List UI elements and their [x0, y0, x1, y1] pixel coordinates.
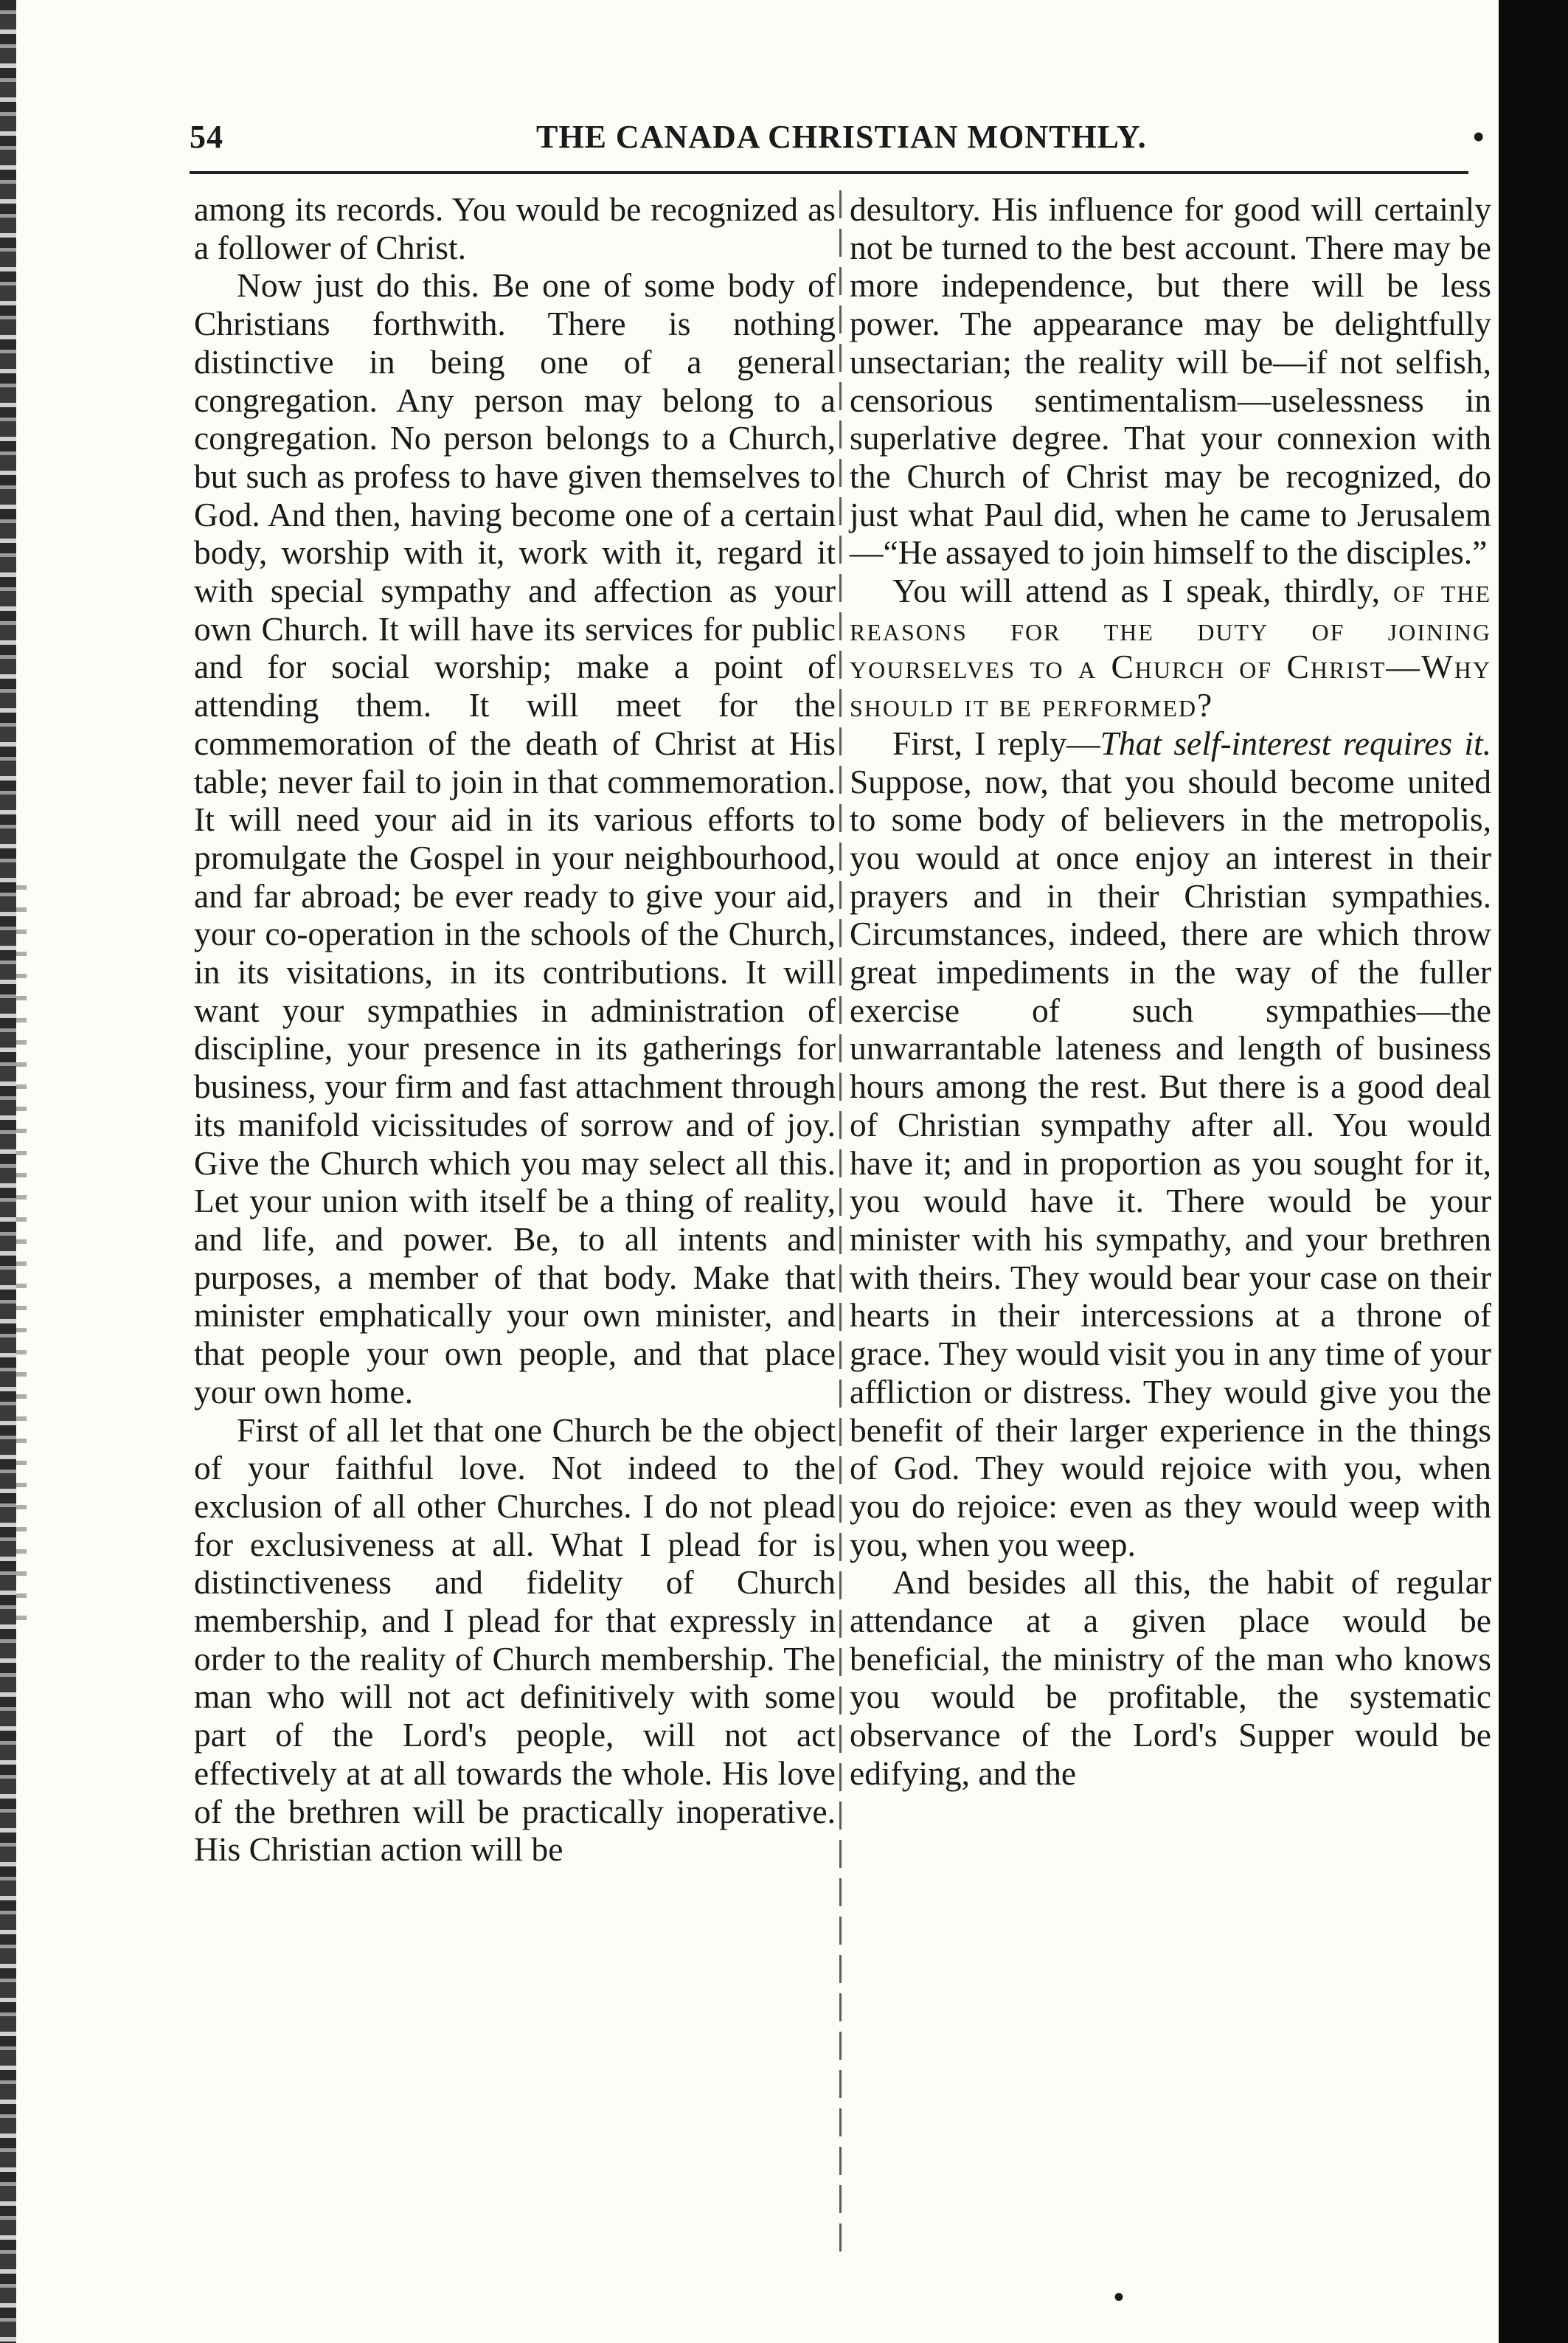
binding-shadow: [16, 885, 27, 1623]
section-question: of the reasons for the duty of joining yourselves to a Church of Christ—Why should it be performed?: [850, 572, 1491, 724]
paragraph: [850, 572, 1491, 724]
binding-edge-left: [0, 0, 16, 2343]
paragraph-lead: First, I reply—: [892, 724, 1100, 762]
paragraph: And besides all this, the habit of regular attendance at a given place would be beneficial, the ministry of the man who knows you would be profitable, the systematic observance of the Lord's Supper would be edifying, and the: [850, 1563, 1491, 1792]
page-header: [190, 118, 1485, 162]
paragraph: among its records. You would be recognized as a follower of Christ.: [194, 190, 836, 266]
paragraph: desultory. His influence for good will certainly not be turned to the best account. There may be more independence, but there will be less power. The appearance may be delightfully unsectarian; the reality will be—if not selfish, censorious sentimentalism—uselessness in superlative degree. That your connexion with the Church of Christ may be recognized, do just what Paul did, when he came to Jerusalem—“He assayed to join himself to the disciples.”: [850, 190, 1491, 572]
paragraph-body: Suppose, now, that you should become united to some body of believers in the metropolis, you would at once enjoy an interest in their prayers and in their Christian sympathies. Circumstances, indeed, there are which throw great impediments in the way of the fuller exercise of such sympathies—the unwarrantable lateness and length of business hours among the rest. But there is a good deal of Christian sympathy after all. You would have it; and in proportion as you sought for it, you would have it. There would be your minister with his sympathy, and your brethren with theirs. They would bear your case on their hearts in their intercessions at a throne of grace. They would visit you in any time of your affliction or distress. They would give you the benefit of their larger experience in the things of God. They would rejoice with you, when you do rejoice: even as they would weep with you, when you weep.: [850, 762, 1491, 1563]
ink-speck: •: [1114, 2280, 1125, 2313]
ink-speck: •: [1473, 119, 1485, 155]
paragraph: Now just do this. Be one of some body of Christians forthwith. There is nothing distinctive in being one of a general congregation. Any person may belong to a congregation. No person belongs to a Church, but such as profess to have given themselves to God. And then, having become one of a certain body, worship with it, work with it, regard it with special sympathy and affection as your own Church. It will have its services for public and for social worship; make a point of attending them. It will meet for the commemoration of the death of Christ at His table; never fail to join in that commemoration. It will need your aid in its various efforts to promulgate the Gospel in your neighbourhood, and far abroad; be ever ready to give your aid, your co-operation in the schools of the Church, in its visitations, in its contributions. It will want your sympathies in administration of discipline, your presence in its gatherings for business, your firm and fast attachment through its manifold vicissitudes of sorrow and of joy. Give the Church which you may select all this. Let your union with itself be a thing of reality, and life, and power. Be, to all intents and purposes, a member of that body. Make that minister emphatically your own minister, and that people your own people, and that place your own home.: [194, 266, 836, 1411]
paragraph: [850, 724, 1491, 1563]
right-column: [850, 190, 1491, 1793]
italic-phrase: That self-interest requires it.: [1100, 724, 1491, 762]
running-title: THE CANADA CHRISTIAN MONTHLY.: [536, 119, 1147, 155]
column-divider: [839, 190, 842, 2260]
left-column: [194, 190, 836, 1869]
paragraph: First of all let that one Church be the object of your faithful love. Not indeed to the exclusion of all other Churches. I do not plead for exclusiveness at all. What I plead for is distinctiveness and fidelity of Church membership, and I plead for that expressly in order to the reality of Church membership. The man who will not act definitively with some part of the Lord's people, will not act effectively at at all towards the whole. His love of the brethren will be practically inoperative. His Christian action will be: [194, 1411, 836, 1869]
header-rule: [190, 171, 1468, 174]
paragraph-lead: You will attend as I speak, thirdly,: [892, 572, 1381, 610]
page-number: 54: [190, 119, 223, 155]
scan-edge-right: [1499, 0, 1568, 2343]
